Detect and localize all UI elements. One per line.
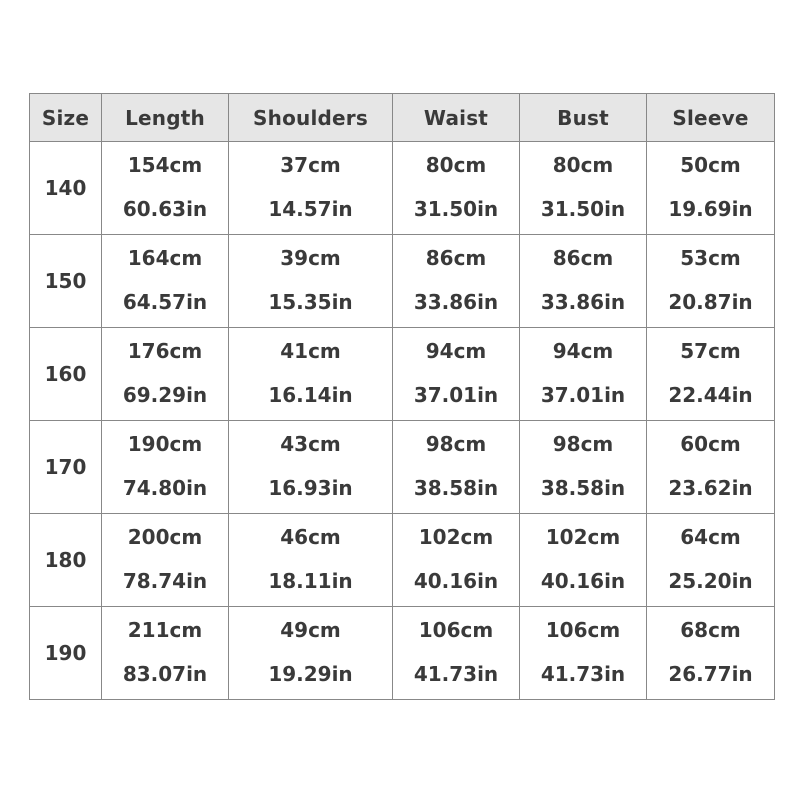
value-cm: 60cm: [680, 431, 741, 456]
measurement-pair: [102, 328, 228, 420]
measurement-pair: [393, 328, 519, 420]
measurement-pair: [229, 328, 392, 420]
size-cell: 150: [30, 235, 102, 328]
value-in: 60.63in: [122, 196, 208, 221]
measurement-pair: [647, 607, 774, 699]
measurement-pair: [102, 235, 228, 327]
table-row: [30, 235, 775, 328]
shoulders-cell: [229, 607, 393, 700]
shoulders-cell: [229, 421, 393, 514]
length-cell: [102, 514, 229, 607]
measurement-pair: [102, 421, 228, 513]
value-cm: 86cm: [552, 245, 614, 270]
value-in: 19.29in: [268, 661, 353, 686]
measurement-pair: [647, 235, 774, 327]
size-cell: 170: [30, 421, 102, 514]
sleeve-cell: [647, 514, 775, 607]
value-in: 14.57in: [268, 196, 353, 221]
value-cm: 154cm: [127, 152, 203, 177]
size-cell: 180: [30, 514, 102, 607]
value-cm: 94cm: [425, 338, 487, 363]
header-length: Length: [102, 94, 229, 142]
header-bust: Bust: [520, 94, 647, 142]
measurement-pair: [647, 514, 774, 606]
waist-cell: [393, 328, 520, 421]
value-in: 23.62in: [668, 475, 753, 500]
waist-cell: [393, 514, 520, 607]
value-in: 19.69in: [668, 196, 753, 221]
value-cm: 43cm: [280, 431, 341, 456]
header-row: [30, 94, 775, 142]
value-in: 37.01in: [413, 382, 499, 407]
value-cm: 200cm: [127, 524, 203, 549]
measurement-pair: [393, 514, 519, 606]
value-in: 38.58in: [540, 475, 626, 500]
measurement-pair: [229, 607, 392, 699]
measurement-pair: [229, 142, 392, 234]
value-cm: 68cm: [680, 617, 741, 642]
shoulders-cell: [229, 514, 393, 607]
value-in: 41.73in: [540, 661, 626, 686]
value-cm: 50cm: [680, 152, 741, 177]
value-cm: 164cm: [127, 245, 203, 270]
table-row: [30, 421, 775, 514]
measurement-pair: [229, 235, 392, 327]
table-row: [30, 142, 775, 235]
value-in: 33.86in: [413, 289, 499, 314]
measurement-pair: [520, 235, 646, 327]
bust-cell: [520, 142, 647, 235]
value-cm: 37cm: [280, 152, 341, 177]
value-in: 41.73in: [413, 661, 499, 686]
value-in: 40.16in: [540, 568, 626, 593]
measurement-pair: [229, 421, 392, 513]
value-cm: 190cm: [127, 431, 203, 456]
measurement-pair: [393, 235, 519, 327]
length-cell: [102, 142, 229, 235]
value-in: 16.14in: [268, 382, 353, 407]
waist-cell: [393, 235, 520, 328]
value-in: 69.29in: [122, 382, 208, 407]
value-cm: 64cm: [680, 524, 741, 549]
measurement-pair: [520, 607, 646, 699]
measurement-pair: [393, 142, 519, 234]
value-cm: 39cm: [280, 245, 341, 270]
value-cm: 176cm: [127, 338, 203, 363]
length-cell: [102, 328, 229, 421]
value-in: 22.44in: [668, 382, 753, 407]
measurement-pair: [102, 514, 228, 606]
value-cm: 86cm: [425, 245, 487, 270]
value-in: 74.80in: [122, 475, 208, 500]
value-cm: 80cm: [425, 152, 487, 177]
value-cm: 98cm: [552, 431, 614, 456]
shoulders-cell: [229, 142, 393, 235]
header-sleeve: Sleeve: [647, 94, 775, 142]
value-cm: 102cm: [545, 524, 621, 549]
sleeve-cell: [647, 328, 775, 421]
waist-cell: [393, 421, 520, 514]
measurement-pair: [393, 421, 519, 513]
value-in: 15.35in: [268, 289, 353, 314]
measurement-pair: [520, 421, 646, 513]
shoulders-cell: [229, 328, 393, 421]
value-in: 40.16in: [413, 568, 499, 593]
length-cell: [102, 607, 229, 700]
bust-cell: [520, 607, 647, 700]
value-in: 16.93in: [268, 475, 353, 500]
waist-cell: [393, 142, 520, 235]
value-in: 83.07in: [122, 661, 208, 686]
value-cm: 49cm: [280, 617, 341, 642]
length-cell: [102, 235, 229, 328]
measurement-pair: [520, 514, 646, 606]
value-cm: 46cm: [280, 524, 341, 549]
value-cm: 80cm: [552, 152, 614, 177]
measurement-pair: [647, 142, 774, 234]
value-cm: 106cm: [545, 617, 621, 642]
bust-cell: [520, 421, 647, 514]
size-cell: 160: [30, 328, 102, 421]
bust-cell: [520, 235, 647, 328]
value-in: 64.57in: [122, 289, 208, 314]
sleeve-cell: [647, 142, 775, 235]
measurement-pair: [393, 607, 519, 699]
measurement-pair: [520, 328, 646, 420]
table-row: [30, 514, 775, 607]
value-cm: 57cm: [680, 338, 741, 363]
measurement-pair: [102, 142, 228, 234]
waist-cell: [393, 607, 520, 700]
length-cell: [102, 421, 229, 514]
bust-cell: [520, 514, 647, 607]
size-chart-table: [29, 93, 775, 700]
value-cm: 106cm: [418, 617, 494, 642]
value-in: 33.86in: [540, 289, 626, 314]
measurement-pair: [520, 142, 646, 234]
header-size: Size: [30, 94, 102, 142]
value-in: 78.74in: [122, 568, 208, 593]
value-cm: 41cm: [280, 338, 341, 363]
table-row: [30, 328, 775, 421]
value-in: 18.11in: [268, 568, 353, 593]
size-cell: 140: [30, 142, 102, 235]
sleeve-cell: [647, 607, 775, 700]
header-shoulders: Shoulders: [229, 94, 393, 142]
value-in: 25.20in: [668, 568, 753, 593]
value-cm: 211cm: [127, 617, 203, 642]
size-cell: 190: [30, 607, 102, 700]
value-in: 37.01in: [540, 382, 626, 407]
value-cm: 53cm: [680, 245, 741, 270]
value-cm: 102cm: [418, 524, 494, 549]
measurement-pair: [229, 514, 392, 606]
value-in: 20.87in: [668, 289, 753, 314]
measurement-pair: [647, 421, 774, 513]
bust-cell: [520, 328, 647, 421]
sleeve-cell: [647, 235, 775, 328]
header-waist: Waist: [393, 94, 520, 142]
value-cm: 94cm: [552, 338, 614, 363]
measurement-pair: [647, 328, 774, 420]
value-in: 38.58in: [413, 475, 499, 500]
shoulders-cell: [229, 235, 393, 328]
value-in: 26.77in: [668, 661, 753, 686]
table-row: [30, 607, 775, 700]
table-body: [30, 142, 775, 700]
value-cm: 98cm: [425, 431, 487, 456]
value-in: 31.50in: [413, 196, 499, 221]
measurement-pair: [102, 607, 228, 699]
value-in: 31.50in: [540, 196, 626, 221]
sleeve-cell: [647, 421, 775, 514]
